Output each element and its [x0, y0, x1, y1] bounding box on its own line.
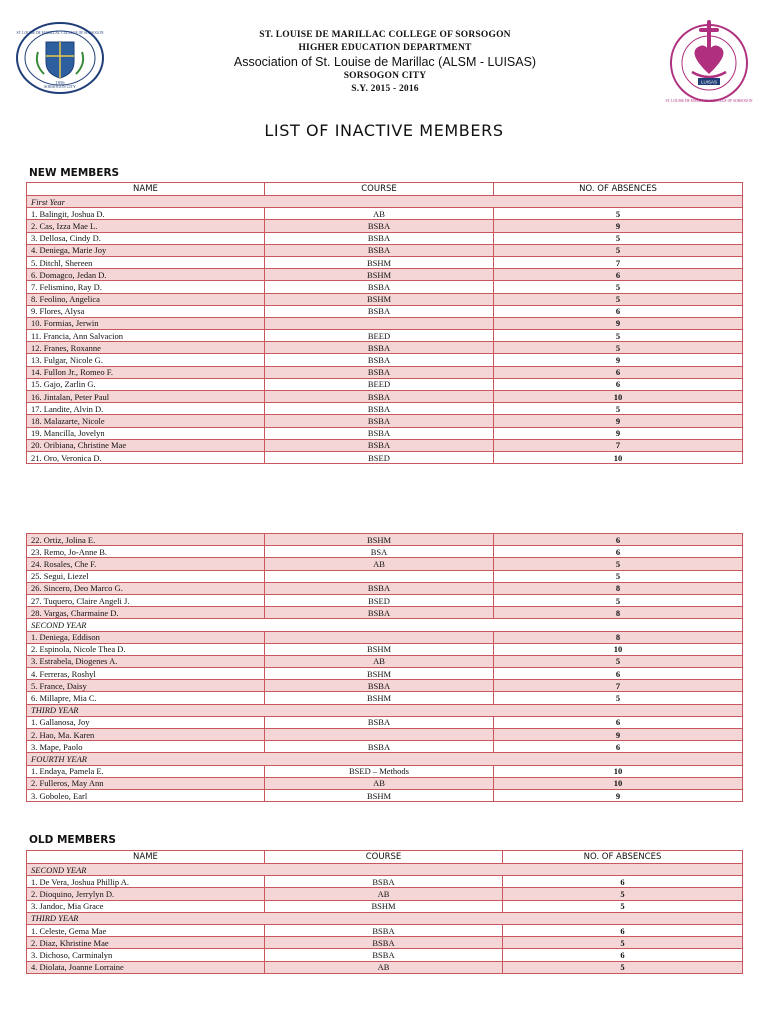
member-name: 12. Franes, Roxanne: [27, 342, 265, 354]
member-name: 1. Gallanosa, Joy: [27, 716, 265, 728]
member-name: 8. Feolino, Angelica: [27, 293, 265, 305]
member-name: 11. Francia, Ann Salvacion: [27, 330, 265, 342]
member-absences: 5: [494, 281, 743, 293]
member-course: BSBA: [265, 876, 503, 888]
member-absences: 6: [494, 716, 743, 728]
member-name: 3. Mape, Paolo: [27, 741, 265, 753]
year-level-row: [27, 864, 743, 876]
member-course: BSBA: [265, 427, 494, 439]
member-absences: 5: [494, 232, 743, 244]
member-course: BEED: [265, 378, 494, 390]
member-course: BSBA: [265, 354, 494, 366]
member-row: [27, 777, 743, 789]
member-row: [27, 378, 743, 390]
member-absences: 6: [494, 378, 743, 390]
member-name: 1. Deniega, Eddison: [27, 631, 265, 643]
table-body: [27, 534, 743, 802]
member-course: BSHM: [265, 668, 494, 680]
member-row: [27, 716, 743, 728]
member-course: BSBA: [265, 415, 494, 427]
member-row: [27, 961, 743, 973]
member-absences: 6: [494, 366, 743, 378]
year-level-label: SECOND YEAR: [27, 619, 743, 631]
member-absences: 9: [494, 317, 743, 329]
table-body: [27, 196, 743, 464]
member-row: [27, 680, 743, 692]
seal-left-ring-text: ST. LOUISE DE MARILLAC COLLEGE OF SORSOGON: [16, 31, 104, 35]
member-row: [27, 256, 743, 268]
member-absences: 5: [503, 888, 743, 900]
member-row: [27, 900, 743, 912]
member-absences: 8: [494, 582, 743, 594]
member-name: 5. Ditchl, Shereen: [27, 256, 265, 268]
seal-left-bottom-text: SORSOGON CITY: [44, 84, 76, 89]
member-name: 5. France, Daisy: [27, 680, 265, 692]
member-row: [27, 330, 743, 342]
year-level-row: [27, 753, 743, 765]
member-name: 4. Deniega, Marie Joy: [27, 244, 265, 256]
member-name: 18. Malazarte, Nicole: [27, 415, 265, 427]
member-course: BSHM: [265, 293, 494, 305]
member-name: 27. Tuquero, Claire Angeli J.: [27, 594, 265, 606]
member-name: 2. Dioquino, Jerrylyn D.: [27, 888, 265, 900]
member-name: 4. Diolata, Joanne Lorraine: [27, 961, 265, 973]
member-absences: 10: [494, 391, 743, 403]
member-row: [27, 876, 743, 888]
member-course: BSBA: [265, 220, 494, 232]
member-row: [27, 439, 743, 451]
member-course: BSED: [265, 451, 494, 463]
member-absences: 5: [503, 961, 743, 973]
document-header: [0, 0, 768, 110]
member-absences: 9: [494, 789, 743, 801]
member-course: [265, 570, 494, 582]
year-level-row: [27, 196, 743, 208]
member-name: 1. Endaya, Pamela E.: [27, 765, 265, 777]
member-name: 22. Ortiz, Jolina E.: [27, 534, 265, 546]
member-absences: 5: [494, 330, 743, 342]
member-course: BSHM: [265, 789, 494, 801]
member-course: BSED: [265, 594, 494, 606]
member-course: BSBA: [265, 403, 494, 415]
member-name: 13. Fulgar, Nicole G.: [27, 354, 265, 366]
member-absences: 10: [494, 451, 743, 463]
member-name: 25. Segui, Liezel: [27, 570, 265, 582]
member-absences: 6: [494, 741, 743, 753]
member-course: BSBA: [265, 741, 494, 753]
member-name: 16. Jintalan, Peter Paul: [27, 391, 265, 403]
member-absences: 9: [494, 220, 743, 232]
member-course: BSBA: [265, 924, 503, 936]
member-row: [27, 293, 743, 305]
member-absences: 9: [494, 729, 743, 741]
year-level-label: THIRD YEAR: [27, 912, 743, 924]
member-course: BSHM: [265, 256, 494, 268]
member-name: 14. Fullon Jr., Romeo F.: [27, 366, 265, 378]
member-name: 7. Felismino, Ray D.: [27, 281, 265, 293]
member-course: BSBA: [265, 281, 494, 293]
member-absences: 6: [494, 546, 743, 558]
member-row: [27, 317, 743, 329]
member-row: [27, 570, 743, 582]
member-course: BSBA: [265, 439, 494, 451]
member-absences: 7: [494, 256, 743, 268]
member-absences: 5: [503, 937, 743, 949]
member-name: 28. Vargas, Charmaine D.: [27, 607, 265, 619]
member-name: 6. Domagco, Jedan D.: [27, 269, 265, 281]
member-name: 1. Celeste, Gema Mae: [27, 924, 265, 936]
member-row: [27, 692, 743, 704]
new-members-heading: NEW MEMBERS: [29, 167, 120, 179]
member-absences: 6: [494, 534, 743, 546]
member-row: [27, 232, 743, 244]
old-members-heading: OLD MEMBERS: [29, 834, 116, 846]
member-course: BSHM: [265, 643, 494, 655]
member-absences: 7: [494, 439, 743, 451]
member-row: [27, 741, 743, 753]
member-absences: 5: [494, 244, 743, 256]
member-absences: 10: [494, 643, 743, 655]
member-name: 3. Dellosa, Cindy D.: [27, 232, 265, 244]
member-row: [27, 765, 743, 777]
member-name: 1. De Vera, Joshua Phillip A.: [27, 876, 265, 888]
member-absences: 8: [494, 607, 743, 619]
new-members-table-part1: [26, 182, 743, 464]
col-header-course: COURSE: [265, 851, 503, 864]
member-absences: 6: [503, 876, 743, 888]
member-row: [27, 220, 743, 232]
member-course: BSBA: [265, 680, 494, 692]
member-name: 2. Cas, Izza Mae L.: [27, 220, 265, 232]
member-absences: 7: [494, 680, 743, 692]
member-row: [27, 631, 743, 643]
member-row: [27, 534, 743, 546]
member-course: AB: [265, 655, 494, 667]
member-absences: 6: [503, 949, 743, 961]
seal-right-banner: LUISAS: [700, 79, 718, 85]
member-row: [27, 729, 743, 741]
member-absences: 9: [494, 427, 743, 439]
member-name: 3. Estrabela, Diogenes A.: [27, 655, 265, 667]
col-header-absences: NO. OF ABSENCES: [494, 183, 743, 196]
member-row: [27, 924, 743, 936]
seal-left-year: 1956: [55, 80, 65, 85]
member-course: BSBA: [265, 607, 494, 619]
member-name: 1. Balingit, Joshua D.: [27, 208, 265, 220]
member-name: 4. Ferreras, Roshyl: [27, 668, 265, 680]
member-absences: 5: [494, 692, 743, 704]
member-row: [27, 366, 743, 378]
school-year: S.Y. 2015 - 2016: [351, 84, 419, 94]
member-row: [27, 655, 743, 667]
member-row: [27, 949, 743, 961]
seal-right-ring-text: ST. LOUISE DE MARILLAC COLLEGE OF SORSOGON: [665, 99, 753, 103]
member-name: 20. Oribiana, Christine Mae: [27, 439, 265, 451]
member-row: [27, 391, 743, 403]
member-course: BSED – Methods: [265, 765, 494, 777]
member-absences: 6: [503, 924, 743, 936]
member-course: BEED: [265, 330, 494, 342]
member-row: [27, 582, 743, 594]
new-members-table-part2: [26, 533, 743, 802]
year-level-row: [27, 619, 743, 631]
member-absences: 5: [494, 208, 743, 220]
member-row: [27, 789, 743, 801]
college-name: ST. LOUISE DE MARILLAC COLLEGE OF SORSOGON: [259, 30, 511, 40]
member-name: 2. Fulleros, May Ann: [27, 777, 265, 789]
member-name: 2. Hao, Ma. Karen: [27, 729, 265, 741]
member-row: [27, 244, 743, 256]
city-name: SORSOGON CITY: [343, 71, 427, 81]
member-absences: 6: [494, 668, 743, 680]
member-course: BSBA: [265, 305, 494, 317]
member-name: 24. Rosales, Che F.: [27, 558, 265, 570]
department-name: HIGHER EDUCATION DEPARTMENT: [298, 43, 472, 53]
table-body: [27, 864, 743, 974]
year-level-row: [27, 704, 743, 716]
member-name: 26. Sincero, Deo Marco G.: [27, 582, 265, 594]
member-absences: 5: [494, 594, 743, 606]
member-name: 3. Dichoso, Carminalyn: [27, 949, 265, 961]
member-row: [27, 415, 743, 427]
member-name: 19. Mancilla, Jovelyn: [27, 427, 265, 439]
member-row: [27, 427, 743, 439]
member-row: [27, 208, 743, 220]
col-header-name: NAME: [27, 183, 265, 196]
member-row: [27, 668, 743, 680]
member-course: [265, 317, 494, 329]
member-row: [27, 558, 743, 570]
year-level-label: First Year: [27, 196, 743, 208]
member-row: [27, 342, 743, 354]
college-seal-logo: [16, 22, 104, 94]
member-course: BSBA: [265, 244, 494, 256]
member-name: 2. Diaz, Khristine Mae: [27, 937, 265, 949]
table-header-row: [27, 183, 743, 196]
member-row: [27, 354, 743, 366]
col-header-name: NAME: [27, 851, 265, 864]
col-header-course: COURSE: [265, 183, 494, 196]
member-absences: 5: [494, 403, 743, 415]
member-absences: 9: [494, 415, 743, 427]
member-row: [27, 305, 743, 317]
member-name: 15. Gajo, Zarlin G.: [27, 378, 265, 390]
member-row: [27, 546, 743, 558]
member-name: 9. Flores, Alysa: [27, 305, 265, 317]
member-row: [27, 403, 743, 415]
member-course: BSHM: [265, 269, 494, 281]
member-absences: 8: [494, 631, 743, 643]
member-course: BSBA: [265, 342, 494, 354]
member-absences: 5: [494, 558, 743, 570]
member-course: BSBA: [265, 366, 494, 378]
member-name: 3. Goboleo, Earl: [27, 789, 265, 801]
member-row: [27, 451, 743, 463]
member-row: [27, 594, 743, 606]
page-title: LIST OF INACTIVE MEMBERS: [264, 121, 504, 140]
member-course: [265, 729, 494, 741]
member-course: BSBA: [265, 391, 494, 403]
member-course: BSBA: [265, 716, 494, 728]
member-course: BSHM: [265, 534, 494, 546]
member-name: 17. Landite, Alvin D.: [27, 403, 265, 415]
member-course: BSHM: [265, 692, 494, 704]
member-course: AB: [265, 888, 503, 900]
header-text: [150, 29, 620, 96]
member-name: 6. Millapre, Mia C.: [27, 692, 265, 704]
member-absences: 6: [494, 305, 743, 317]
member-course: AB: [265, 558, 494, 570]
member-course: BSA: [265, 546, 494, 558]
member-row: [27, 643, 743, 655]
year-level-row: [27, 912, 743, 924]
member-course: BSHM: [265, 900, 503, 912]
member-absences: 9: [494, 354, 743, 366]
member-course: BSBA: [265, 937, 503, 949]
member-course: AB: [265, 208, 494, 220]
member-absences: 5: [494, 570, 743, 582]
member-absences: 5: [494, 342, 743, 354]
member-row: [27, 607, 743, 619]
member-course: AB: [265, 777, 494, 789]
year-level-label: FOURTH YEAR: [27, 753, 743, 765]
year-level-label: THIRD YEAR: [27, 704, 743, 716]
member-absences: 10: [494, 777, 743, 789]
member-row: [27, 888, 743, 900]
table-header-row: [27, 851, 743, 864]
luisas-seal-logo: [664, 16, 754, 106]
member-row: [27, 937, 743, 949]
old-members-table: [26, 850, 743, 974]
member-course: BSBA: [265, 232, 494, 244]
col-header-absences: NO. OF ABSENCES: [503, 851, 743, 864]
member-name: 2. Espinola, Nicole Thea D.: [27, 643, 265, 655]
member-absences: 5: [503, 900, 743, 912]
member-course: [265, 631, 494, 643]
year-level-label: SECOND YEAR: [27, 864, 743, 876]
member-absences: 5: [494, 655, 743, 667]
member-name: 21. Oro, Veronica D.: [27, 451, 265, 463]
member-absences: 10: [494, 765, 743, 777]
member-row: [27, 281, 743, 293]
member-course: BSBA: [265, 949, 503, 961]
association-name: Association of St. Louise de Marillac (ALSM - LUISAS): [233, 55, 537, 69]
member-course: AB: [265, 961, 503, 973]
member-absences: 5: [494, 293, 743, 305]
member-row: [27, 269, 743, 281]
member-name: 3. Jandoc, Mia Grace: [27, 900, 265, 912]
member-course: BSBA: [265, 582, 494, 594]
member-absences: 6: [494, 269, 743, 281]
member-name: 10. Formias, Jerwin: [27, 317, 265, 329]
member-name: 23. Remo, Jo-Anne B.: [27, 546, 265, 558]
